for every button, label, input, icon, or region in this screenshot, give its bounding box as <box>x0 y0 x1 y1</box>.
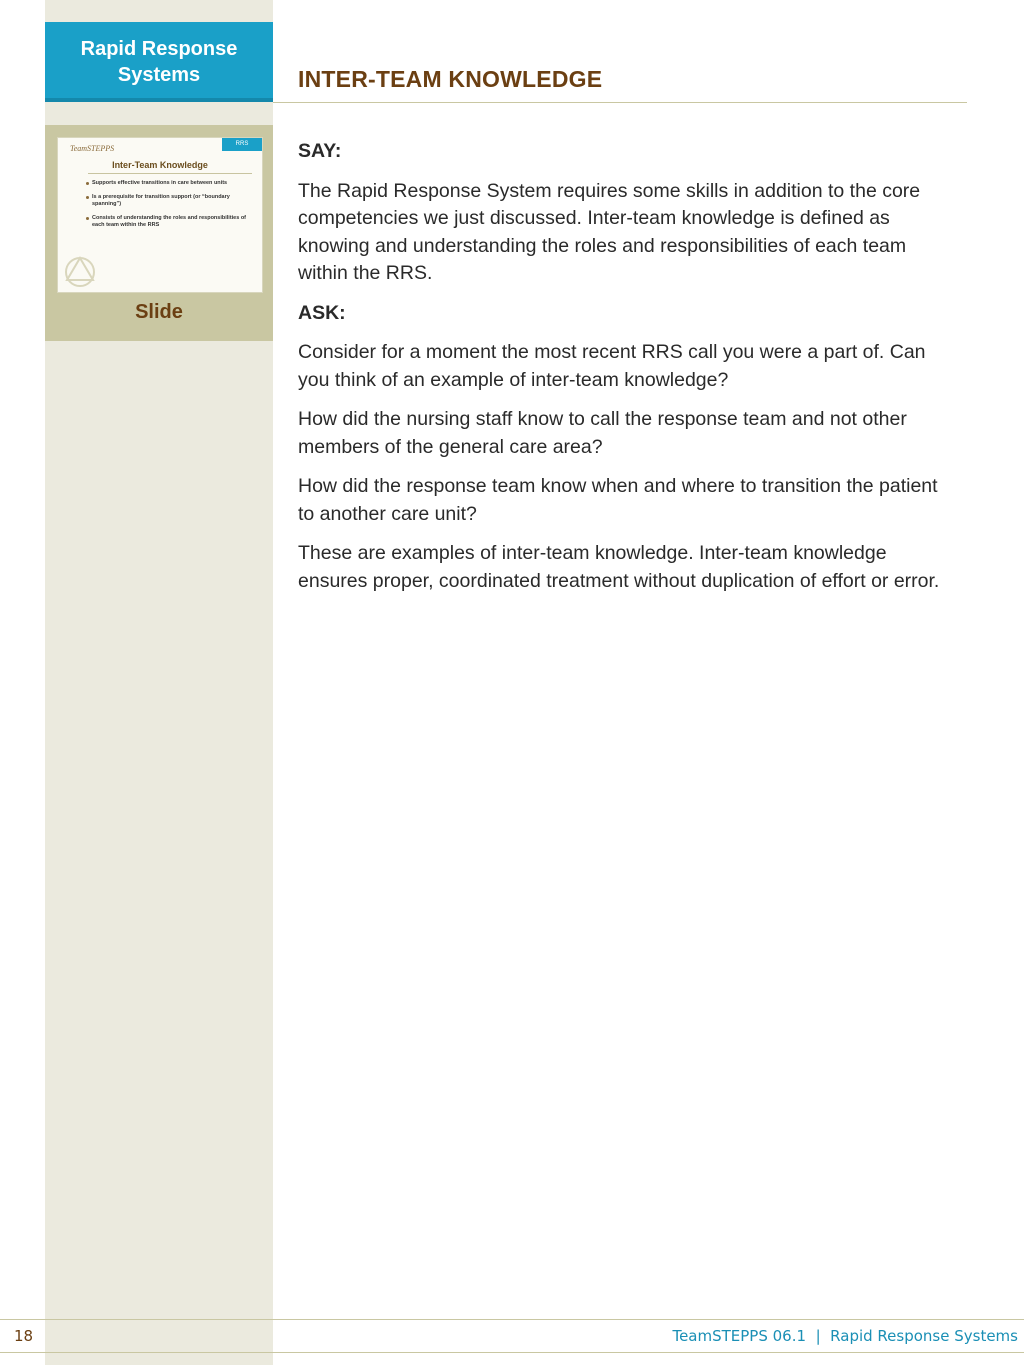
section-tab <box>45 22 273 102</box>
content <box>298 138 958 607</box>
footer-divider-top <box>0 1319 1024 1320</box>
slide-label: Slide <box>135 301 183 323</box>
thumbnail-title: Inter-Team Knowledge <box>112 160 208 170</box>
thumbnail-bullet: Supports effective transitions in care between units <box>92 180 252 187</box>
ask-paragraph: These are examples of inter-team knowledge. Inter-team knowledge ensures proper, coordinated treatment without duplication of effort or error. <box>298 542 940 592</box>
ask-paragraph: Consider for a moment the most recent RRS call you were a part of. Can you think of an example of inter-team knowledge? <box>298 341 926 391</box>
section-tab-strip <box>45 98 273 102</box>
thumbnail-rule <box>88 173 252 174</box>
thumbnail-logo: TeamSTEPPS <box>70 144 115 153</box>
thumbnail-bullet: Is a prerequisite for transition support (or “boundary spanning”) <box>92 194 252 208</box>
footer-divider-bottom <box>0 1352 1024 1353</box>
say-label: SAY: <box>298 140 342 162</box>
ask-paragraph: How did the response team know when and where to transition the patient to another care unit? <box>298 475 938 525</box>
thumbnail-bullets <box>92 180 252 236</box>
page-number: 18 <box>14 1327 34 1345</box>
triangle-watermark-icon <box>62 252 98 288</box>
thumbnail-tag: RRS <box>222 138 262 151</box>
ask-paragraph: How did the nursing staff know to call the response team and not other members of the general care area? <box>298 408 907 458</box>
section-label: Rapid Response Systems <box>80 38 238 86</box>
slide-panel <box>45 125 273 341</box>
footer-text: TeamSTEPPS 06.1 | Rapid Response Systems <box>672 1327 1018 1345</box>
slide-thumbnail <box>57 137 263 293</box>
thumbnail-bullet: Consists of understanding the roles and responsibilities of each team within the RRS <box>92 215 252 229</box>
title-divider <box>273 102 967 103</box>
page-title: INTER-TEAM KNOWLEDGE <box>298 66 603 92</box>
ask-label: ASK: <box>298 301 346 324</box>
say-paragraph: The Rapid Response System requires some skills in addition to the core competencies we just discussed. Inter-team knowledge is defined as knowing and understanding the roles and responsibilities of each team within the RRS. <box>298 179 921 284</box>
